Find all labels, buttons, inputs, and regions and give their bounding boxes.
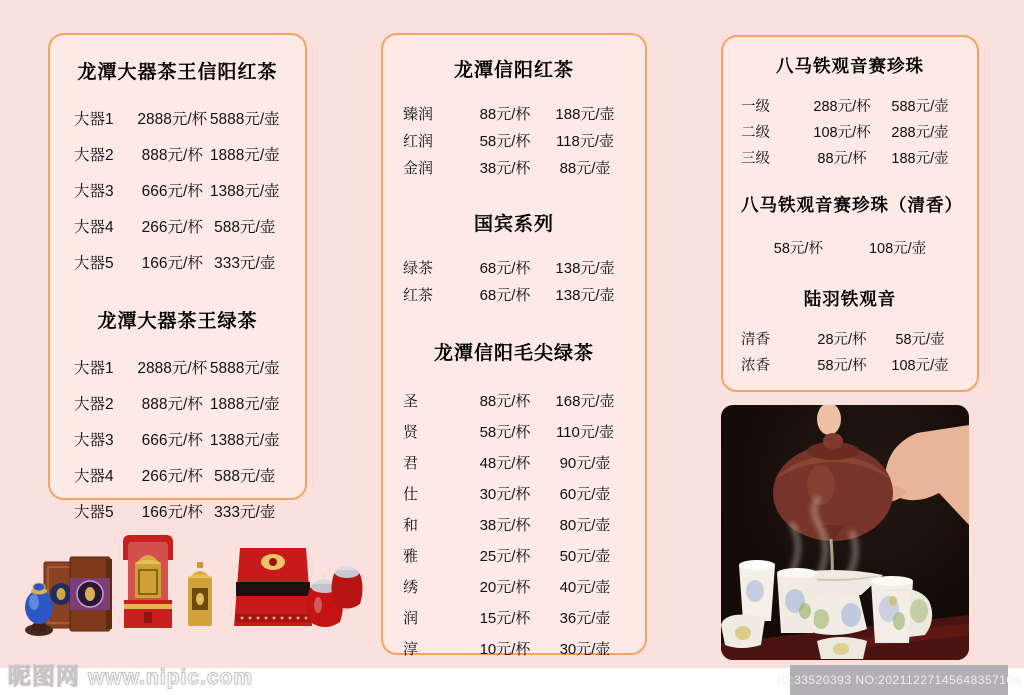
menu-row: [403, 509, 625, 540]
menu-row: [403, 478, 625, 509]
price-per-cup: 88元/杯: [479, 106, 531, 123]
item-name: 润: [403, 610, 419, 627]
item-name: 二级: [741, 124, 770, 141]
price-per-cup: 25元/杯: [479, 548, 531, 565]
item-name: 大器5: [74, 255, 114, 272]
price-per-cup: 38元/杯: [479, 160, 531, 177]
menu-row: [403, 385, 625, 416]
image-id-bar: [777, 665, 1021, 695]
price-per-cup: 68元/杯: [479, 260, 531, 277]
menu-row: [403, 571, 625, 602]
price-per-pot: 110元/壶: [555, 424, 615, 441]
menu-row: [741, 231, 959, 264]
price-per-pot: 50元/壶: [559, 548, 611, 565]
menu-row: [741, 325, 959, 351]
price-per-pot: 588元/壶: [214, 219, 276, 236]
menu-row: [74, 493, 281, 529]
price-per-cup: 666元/杯: [141, 432, 203, 449]
menu-row: [403, 447, 625, 478]
price-per-pot: 288元/壶: [891, 124, 949, 141]
item-name: 红润: [403, 133, 434, 150]
price-per-cup: 58元/杯: [773, 241, 823, 257]
menu-row: [403, 633, 625, 664]
price-per-pot: 118元/壶: [555, 133, 615, 150]
item-name: 雅: [403, 548, 419, 565]
price-per-cup: 2888元/杯: [137, 111, 208, 128]
item-name: 大器1: [74, 360, 114, 377]
menu-row: [741, 92, 959, 118]
price-per-cup: 20元/杯: [479, 579, 531, 596]
price-per-cup: 666元/杯: [141, 183, 203, 200]
item-name: 大器3: [74, 183, 114, 200]
item-name: 绿茶: [403, 260, 434, 277]
menu-row: [741, 118, 959, 144]
menu-row: [74, 100, 281, 136]
price-per-pot: 5888元/壶: [209, 111, 280, 128]
menu-section: [403, 338, 625, 664]
menu-row: [74, 172, 281, 208]
price-per-cup: 888元/杯: [141, 396, 203, 413]
item-name: 大器4: [74, 468, 114, 485]
section-title: 八马铁观音赛珍珠: [776, 56, 924, 76]
item-name: 大器4: [74, 219, 114, 236]
price-per-pot: 40元/壶: [559, 579, 611, 596]
item-name: 贤: [403, 424, 419, 441]
item-name: 大器3: [74, 432, 114, 449]
price-per-cup: 30元/杯: [479, 486, 531, 503]
menu-row: [403, 254, 625, 281]
price-per-pot: 108元/壶: [891, 357, 949, 374]
watermark-site-url: www.nipic.com: [88, 666, 254, 689]
red-tea-canisters-icon: [307, 566, 363, 628]
item-name: 臻润: [403, 106, 434, 123]
menu-row: [74, 208, 281, 244]
item-name: 绣: [403, 579, 419, 596]
item-name: 君: [403, 455, 419, 472]
item-name: 金润: [403, 160, 434, 177]
price-per-pot: 30元/壶: [559, 641, 611, 658]
price-per-pot: 138元/壶: [555, 287, 615, 304]
item-name: 大器2: [74, 147, 114, 164]
price-per-cup: 58元/杯: [479, 133, 531, 150]
section-title: 国宾系列: [473, 214, 554, 235]
wooden-gift-boxes-icon: [44, 557, 112, 631]
price-per-pot: 88元/壶: [559, 160, 611, 177]
menu-panel-xinyang: [381, 33, 647, 658]
menu-panel-tieguanyin: [721, 35, 979, 392]
price-per-cup: 88元/杯: [817, 150, 867, 167]
price-per-pot: 60元/壶: [559, 486, 611, 503]
price-per-pot: 168元/壶: [555, 393, 615, 410]
menu-section: [741, 286, 959, 377]
section-title: 陆羽铁观音: [803, 289, 897, 309]
item-name: 圣: [403, 393, 419, 410]
watermark-site-name: 昵图网: [8, 663, 80, 689]
price-per-cup: 166元/杯: [141, 504, 203, 521]
price-per-pot: 108元/壶: [868, 241, 927, 257]
section-title: 龙潭大器茶王信阳红茶: [77, 62, 278, 83]
price-per-cup: 68元/杯: [479, 287, 531, 304]
item-name: 仕: [403, 486, 419, 503]
price-per-cup: 58元/杯: [817, 357, 867, 374]
price-per-pot: 188元/壶: [891, 150, 949, 167]
menu-row: [403, 416, 625, 447]
price-per-pot: 1388元/壶: [209, 432, 280, 449]
price-per-cup: 288元/杯: [813, 98, 871, 115]
menu-row: [403, 540, 625, 571]
item-name: 大器2: [74, 396, 114, 413]
teapot-pouring-tea-photo: [721, 405, 969, 660]
price-per-cup: 48元/杯: [479, 455, 531, 472]
image-id-text: ID:33520393 NO:20211227145648357106: [777, 673, 1021, 687]
menu-section: [741, 53, 959, 170]
menu-section: [74, 57, 281, 280]
price-per-pot: 36元/壶: [559, 610, 611, 627]
price-per-pot: 58元/壶: [895, 331, 945, 348]
item-name: 淳: [403, 641, 419, 658]
small-gold-canister-icon: [188, 562, 212, 626]
price-per-pot: 80元/壶: [559, 517, 611, 534]
price-per-pot: 588元/壶: [214, 468, 276, 485]
menu-section: [403, 209, 625, 308]
price-per-cup: 2888元/杯: [137, 360, 208, 377]
item-name: 红茶: [403, 287, 434, 304]
price-per-cup: 38元/杯: [479, 517, 531, 534]
item-name: 三级: [741, 150, 770, 167]
menu-row: [74, 136, 281, 172]
menu-row: [74, 349, 281, 385]
menu-row: [403, 281, 625, 308]
section-title: 八马铁观音赛珍珠（清香）: [741, 195, 963, 215]
menu-section: [74, 306, 281, 529]
price-per-pot: 138元/壶: [555, 260, 615, 277]
menu-section: [403, 55, 625, 181]
price-per-pot: 588元/壶: [891, 98, 949, 115]
menu-row: [403, 602, 625, 633]
product-packaging-images: [18, 530, 363, 648]
price-per-cup: 266元/杯: [141, 468, 203, 485]
price-per-pot: 333元/壶: [214, 255, 276, 272]
price-per-cup: 58元/杯: [479, 424, 531, 441]
item-name: 浓香: [741, 357, 770, 374]
price-per-pot: 1388元/壶: [209, 183, 280, 200]
menu-row: [74, 385, 281, 421]
menu-section: [741, 192, 963, 264]
price-per-cup: 15元/杯: [479, 610, 531, 627]
item-name: 一级: [741, 98, 770, 115]
price-per-pot: 5888元/壶: [209, 360, 280, 377]
item-name: 和: [403, 517, 419, 534]
price-per-cup: 266元/杯: [141, 219, 203, 236]
red-gift-box-icon: [234, 548, 312, 626]
menu-row: [74, 244, 281, 280]
menu-row: [741, 351, 959, 377]
section-title: 龙潭信阳毛尖绿茶: [433, 343, 594, 364]
item-name: 大器5: [74, 504, 114, 521]
nipic-watermark: [8, 658, 253, 691]
menu-row: [403, 127, 625, 154]
menu-row: [403, 154, 625, 181]
section-title: 龙潭信阳红茶: [453, 60, 574, 81]
item-name: 清香: [741, 331, 770, 348]
menu-panel-daqi: [48, 33, 307, 521]
price-per-cup: 166元/杯: [141, 255, 203, 272]
price-per-pot: 188元/壶: [555, 106, 615, 123]
price-per-cup: 88元/杯: [479, 393, 531, 410]
price-per-pot: 1888元/壶: [209, 396, 280, 413]
price-per-pot: 1888元/壶: [209, 147, 280, 164]
price-per-cup: 28元/杯: [817, 331, 867, 348]
menu-row: [403, 100, 625, 127]
price-per-cup: 108元/杯: [813, 124, 871, 141]
menu-row: [74, 421, 281, 457]
menu-row: [74, 457, 281, 493]
item-name: 大器1: [74, 111, 114, 128]
section-title: 龙潭大器茶王绿茶: [97, 311, 258, 332]
price-per-pot: 90元/壶: [559, 455, 611, 472]
gold-canister-display-icon: [123, 535, 173, 628]
menu-row: [741, 144, 959, 170]
price-per-pot: 333元/壶: [214, 504, 276, 521]
price-per-cup: 888元/杯: [141, 147, 203, 164]
price-per-cup: 10元/杯: [479, 641, 531, 658]
